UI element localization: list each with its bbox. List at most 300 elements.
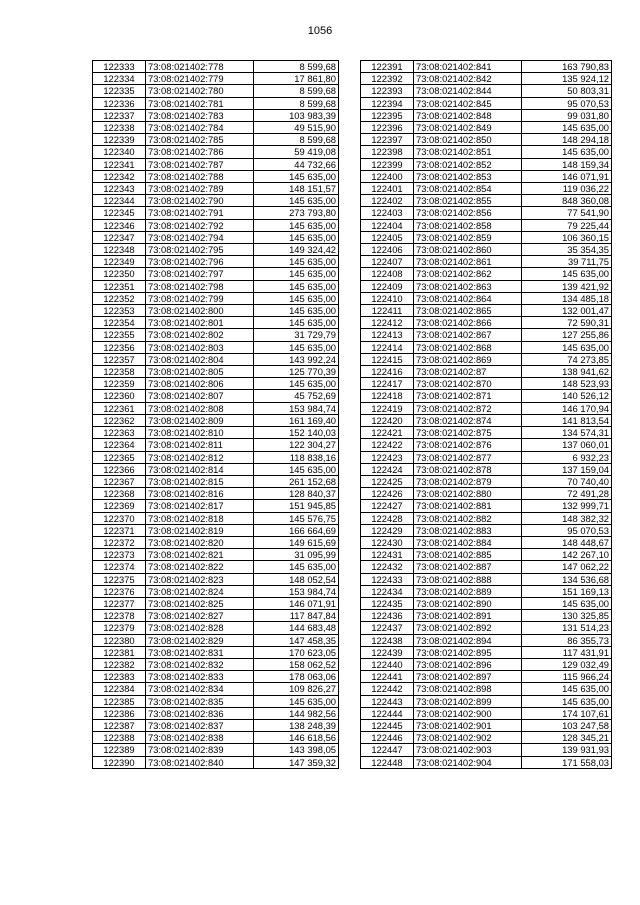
row-number-cell: 122429: [361, 524, 414, 536]
value-cell: 148 294,18: [522, 134, 612, 146]
table-row: [93, 146, 339, 158]
value-cell: 148 151,57: [254, 183, 339, 195]
cadastral-number-cell: 73:08:021402:852: [414, 158, 522, 170]
row-number-cell: 122348: [93, 244, 146, 256]
row-number-cell: 122400: [361, 170, 414, 182]
table-row: [93, 756, 339, 768]
cadastral-number-cell: 73:08:021402:87: [414, 366, 522, 378]
cadastral-number-cell: 73:08:021402:859: [414, 231, 522, 243]
cadastral-number-cell: 73:08:021402:803: [146, 341, 254, 353]
table-row: [93, 524, 339, 536]
table-row: [361, 366, 612, 378]
value-cell: 149 615,69: [254, 536, 339, 548]
row-number-cell: 122366: [93, 463, 146, 475]
cadastral-number-cell: 73:08:021402:884: [414, 536, 522, 548]
value-cell: 6 932,23: [522, 451, 612, 463]
value-cell: 151 945,85: [254, 500, 339, 512]
value-cell: 145 635,00: [254, 378, 339, 390]
value-cell: 146 170,94: [522, 402, 612, 414]
table-row: [93, 610, 339, 622]
table-row: [361, 695, 612, 707]
value-cell: 86 355,73: [522, 634, 612, 646]
cadastral-number-cell: 73:08:021402:903: [414, 744, 522, 756]
row-number-cell: 122391: [361, 61, 414, 73]
cadastral-number-cell: 73:08:021402:787: [146, 158, 254, 170]
row-number-cell: 122408: [361, 268, 414, 280]
table-row: [361, 292, 612, 304]
value-cell: 138 248,39: [254, 719, 339, 731]
table-row: [361, 268, 612, 280]
cadastral-number-cell: 73:08:021402:889: [414, 585, 522, 597]
value-cell: 145 635,00: [254, 305, 339, 317]
value-cell: 139 421,92: [522, 280, 612, 292]
table-row: [93, 195, 339, 207]
cadastral-number-cell: 73:08:021402:816: [146, 488, 254, 500]
cadastral-number-cell: 73:08:021402:822: [146, 561, 254, 573]
table-row: [361, 146, 612, 158]
value-cell: 145 635,00: [254, 341, 339, 353]
table-row: [361, 597, 612, 609]
table-row: [93, 122, 339, 134]
value-cell: 129 032,49: [522, 658, 612, 670]
cadastral-number-cell: 73:08:021402:833: [146, 671, 254, 683]
cadastral-number-cell: 73:08:021402:892: [414, 622, 522, 634]
row-number-cell: 122349: [93, 256, 146, 268]
value-cell: 35 354,35: [522, 244, 612, 256]
cadastral-number-cell: 73:08:021402:797: [146, 268, 254, 280]
value-cell: 174 107,61: [522, 707, 612, 719]
row-number-cell: 122446: [361, 732, 414, 744]
value-cell: 8 599,68: [254, 97, 339, 109]
cadastral-number-cell: 73:08:021402:891: [414, 610, 522, 622]
table-row: [93, 695, 339, 707]
cadastral-number-cell: 73:08:021402:796: [146, 256, 254, 268]
table-row: [93, 268, 339, 280]
row-number-cell: 122345: [93, 207, 146, 219]
table-row: [361, 610, 612, 622]
cadastral-number-cell: 73:08:021402:789: [146, 183, 254, 195]
value-cell: 145 576,75: [254, 512, 339, 524]
cadastral-number-cell: 73:08:021402:863: [414, 280, 522, 292]
row-number-cell: 122420: [361, 414, 414, 426]
cadastral-number-cell: 73:08:021402:901: [414, 719, 522, 731]
table-row: [93, 463, 339, 475]
value-cell: 145 635,00: [254, 195, 339, 207]
cadastral-number-cell: 73:08:021402:850: [414, 134, 522, 146]
cadastral-number-cell: 73:08:021402:867: [414, 329, 522, 341]
cadastral-number-cell: 73:08:021402:840: [146, 756, 254, 768]
row-number-cell: 122402: [361, 195, 414, 207]
cadastral-number-cell: 73:08:021402:858: [414, 219, 522, 231]
row-number-cell: 122387: [93, 719, 146, 731]
cadastral-number-cell: 73:08:021402:831: [146, 646, 254, 658]
table-row: [93, 500, 339, 512]
value-cell: 74 273,85: [522, 353, 612, 365]
value-cell: 166 664,69: [254, 524, 339, 536]
value-cell: 147 359,32: [254, 756, 339, 768]
row-number-cell: 122401: [361, 183, 414, 195]
row-number-cell: 122362: [93, 414, 146, 426]
cadastral-number-cell: 73:08:021402:834: [146, 683, 254, 695]
table-row: [361, 549, 612, 561]
row-number-cell: 122423: [361, 451, 414, 463]
row-number-cell: 122437: [361, 622, 414, 634]
row-number-cell: 122386: [93, 707, 146, 719]
cadastral-number-cell: 73:08:021402:818: [146, 512, 254, 524]
row-number-cell: 122440: [361, 658, 414, 670]
cadastral-number-cell: 73:08:021402:785: [146, 134, 254, 146]
value-cell: 59 419,08: [254, 146, 339, 158]
row-number-cell: 122406: [361, 244, 414, 256]
value-cell: 145 635,00: [522, 695, 612, 707]
table-row: [93, 512, 339, 524]
row-number-cell: 122335: [93, 85, 146, 97]
value-cell: 132 001,47: [522, 305, 612, 317]
table-row: [361, 451, 612, 463]
cadastral-number-cell: 73:08:021402:821: [146, 549, 254, 561]
table-row: [361, 439, 612, 451]
row-number-cell: 122419: [361, 402, 414, 414]
cadastral-number-cell: 73:08:021402:817: [146, 500, 254, 512]
table-row: [361, 719, 612, 731]
row-number-cell: 122395: [361, 109, 414, 121]
table-row: [93, 317, 339, 329]
table-row: [361, 561, 612, 573]
row-number-cell: 122415: [361, 353, 414, 365]
row-number-cell: 122436: [361, 610, 414, 622]
table-row: [93, 366, 339, 378]
table-row: [93, 353, 339, 365]
value-cell: 145 635,00: [522, 683, 612, 695]
value-cell: 178 063,06: [254, 671, 339, 683]
cadastral-number-cell: 73:08:021402:809: [146, 414, 254, 426]
row-number-cell: 122430: [361, 536, 414, 548]
value-cell: 128 345,21: [522, 732, 612, 744]
row-number-cell: 122424: [361, 463, 414, 475]
cadastral-number-cell: 73:08:021402:872: [414, 402, 522, 414]
table-row: [93, 158, 339, 170]
table-row: [361, 280, 612, 292]
table-row: [93, 451, 339, 463]
value-cell: 134 536,68: [522, 573, 612, 585]
cadastral-number-cell: 73:08:021402:790: [146, 195, 254, 207]
table-row: [361, 488, 612, 500]
value-cell: 273 793,80: [254, 207, 339, 219]
cadastral-number-cell: 73:08:021402:808: [146, 402, 254, 414]
value-cell: 144 683,48: [254, 622, 339, 634]
row-number-cell: 122370: [93, 512, 146, 524]
table-row: [93, 549, 339, 561]
value-cell: 31 095,99: [254, 549, 339, 561]
cadastral-number-cell: 73:08:021402:853: [414, 170, 522, 182]
value-cell: 145 635,00: [522, 597, 612, 609]
table-row: [361, 231, 612, 243]
row-number-cell: 122341: [93, 158, 146, 170]
row-number-cell: 122382: [93, 658, 146, 670]
value-cell: 132 999,71: [522, 500, 612, 512]
row-number-cell: 122384: [93, 683, 146, 695]
table-row: [361, 573, 612, 585]
table-row: [361, 244, 612, 256]
row-number-cell: 122375: [93, 573, 146, 585]
table-row: [361, 219, 612, 231]
cadastral-number-cell: 73:08:021402:804: [146, 353, 254, 365]
value-cell: 141 813,54: [522, 414, 612, 426]
cadastral-number-cell: 73:08:021402:888: [414, 573, 522, 585]
value-cell: 151 169,13: [522, 585, 612, 597]
value-cell: 149 324,42: [254, 244, 339, 256]
value-cell: 117 847,84: [254, 610, 339, 622]
cadastral-number-cell: 73:08:021402:798: [146, 280, 254, 292]
value-cell: 145 635,00: [254, 561, 339, 573]
row-number-cell: 122343: [93, 183, 146, 195]
row-number-cell: 122417: [361, 378, 414, 390]
value-cell: 103 247,58: [522, 719, 612, 731]
table-row: [361, 85, 612, 97]
cadastral-number-cell: 73:08:021402:851: [414, 146, 522, 158]
row-number-cell: 122428: [361, 512, 414, 524]
table-row: [93, 488, 339, 500]
value-cell: 148 382,32: [522, 512, 612, 524]
table-row: [361, 256, 612, 268]
row-number-cell: 122388: [93, 732, 146, 744]
page-number: 1056: [307, 25, 333, 37]
cadastral-number-cell: 73:08:021402:895: [414, 646, 522, 658]
cadastral-number-cell: 73:08:021402:778: [146, 61, 254, 73]
table-row: [93, 73, 339, 85]
value-cell: 134 485,18: [522, 292, 612, 304]
cadastral-number-cell: 73:08:021402:841: [414, 61, 522, 73]
row-number-cell: 122398: [361, 146, 414, 158]
cadastral-number-cell: 73:08:021402:825: [146, 597, 254, 609]
table-row: [93, 280, 339, 292]
row-number-cell: 122389: [93, 744, 146, 756]
table-row: [361, 195, 612, 207]
cadastral-number-cell: 73:08:021402:870: [414, 378, 522, 390]
row-number-cell: 122380: [93, 634, 146, 646]
value-cell: 31 729,79: [254, 329, 339, 341]
table-row: [93, 646, 339, 658]
cadastral-number-cell: 73:08:021402:882: [414, 512, 522, 524]
row-number-cell: 122410: [361, 292, 414, 304]
value-cell: 95 070,53: [522, 97, 612, 109]
table-row: [361, 512, 612, 524]
cadastral-number-cell: 73:08:021402:835: [146, 695, 254, 707]
value-cell: 131 514,23: [522, 622, 612, 634]
cadastral-number-cell: 73:08:021402:801: [146, 317, 254, 329]
row-number-cell: 122340: [93, 146, 146, 158]
row-number-cell: 122397: [361, 134, 414, 146]
row-number-cell: 122390: [93, 756, 146, 768]
cadastral-number-cell: 73:08:021402:871: [414, 390, 522, 402]
value-cell: 139 931,93: [522, 744, 612, 756]
cadastral-number-cell: 73:08:021402:823: [146, 573, 254, 585]
row-number-cell: 122347: [93, 231, 146, 243]
row-number-cell: 122377: [93, 597, 146, 609]
cadastral-number-cell: 73:08:021402:878: [414, 463, 522, 475]
table-row: [93, 475, 339, 487]
row-number-cell: 122376: [93, 585, 146, 597]
value-cell: 848 360,08: [522, 195, 612, 207]
value-cell: 153 984,74: [254, 402, 339, 414]
table-row: [93, 585, 339, 597]
cadastral-number-cell: 73:08:021402:794: [146, 231, 254, 243]
cadastral-number-cell: 73:08:021402:881: [414, 500, 522, 512]
value-cell: 72 491,28: [522, 488, 612, 500]
row-number-cell: 122405: [361, 231, 414, 243]
cadastral-number-cell: 73:08:021402:904: [414, 756, 522, 768]
table-row: [93, 439, 339, 451]
cadastral-number-cell: 73:08:021402:784: [146, 122, 254, 134]
table-row: [93, 732, 339, 744]
value-cell: 127 255,86: [522, 329, 612, 341]
table-row: [93, 622, 339, 634]
row-number-cell: 122353: [93, 305, 146, 317]
row-number-cell: 122369: [93, 500, 146, 512]
table-row: [361, 378, 612, 390]
cadastral-number-cell: 73:08:021402:862: [414, 268, 522, 280]
table-row: [93, 402, 339, 414]
cadastral-number-cell: 73:08:021402:902: [414, 732, 522, 744]
cadastral-number-cell: 73:08:021402:874: [414, 414, 522, 426]
table-row: [93, 207, 339, 219]
cadastral-number-cell: 73:08:021402:811: [146, 439, 254, 451]
table-row: [93, 597, 339, 609]
value-cell: 143 992,24: [254, 353, 339, 365]
value-cell: 146 071,91: [522, 170, 612, 182]
cadastral-number-cell: 73:08:021402:856: [414, 207, 522, 219]
cadastral-number-cell: 73:08:021402:876: [414, 439, 522, 451]
value-cell: 138 941,62: [522, 366, 612, 378]
row-number-cell: 122381: [93, 646, 146, 658]
cadastral-number-cell: 73:08:021402:849: [414, 122, 522, 134]
table-row: [93, 536, 339, 548]
cadastral-number-cell: 73:08:021402:855: [414, 195, 522, 207]
table-row: [361, 305, 612, 317]
cadastral-number-cell: 73:08:021402:786: [146, 146, 254, 158]
row-number-cell: 122413: [361, 329, 414, 341]
table-row: [361, 61, 612, 73]
row-number-cell: 122425: [361, 475, 414, 487]
value-cell: 39 711,75: [522, 256, 612, 268]
table-row: [93, 231, 339, 243]
cadastral-number-cell: 73:08:021402:788: [146, 170, 254, 182]
row-number-cell: 122442: [361, 683, 414, 695]
row-number-cell: 122394: [361, 97, 414, 109]
value-cell: 148 448,67: [522, 536, 612, 548]
row-number-cell: 122378: [93, 610, 146, 622]
cadastral-number-cell: 73:08:021402:838: [146, 732, 254, 744]
row-number-cell: 122357: [93, 353, 146, 365]
row-number-cell: 122422: [361, 439, 414, 451]
row-number-cell: 122399: [361, 158, 414, 170]
row-number-cell: 122418: [361, 390, 414, 402]
row-number-cell: 122351: [93, 280, 146, 292]
cadastral-number-cell: 73:08:021402:799: [146, 292, 254, 304]
table-row: [361, 756, 612, 768]
value-cell: 261 152,68: [254, 475, 339, 487]
table-row: [361, 707, 612, 719]
table-row: [93, 61, 339, 73]
table-row: [361, 158, 612, 170]
table-row: [93, 170, 339, 182]
cadastral-number-cell: 73:08:021402:792: [146, 219, 254, 231]
row-number-cell: 122363: [93, 427, 146, 439]
row-number-cell: 122421: [361, 427, 414, 439]
row-number-cell: 122372: [93, 536, 146, 548]
value-cell: 115 966,24: [522, 671, 612, 683]
value-cell: 134 574,31: [522, 427, 612, 439]
value-cell: 170 623,05: [254, 646, 339, 658]
table-row: [361, 170, 612, 182]
row-number-cell: 122431: [361, 549, 414, 561]
cadastral-number-cell: 73:08:021402:848: [414, 109, 522, 121]
row-number-cell: 122445: [361, 719, 414, 731]
cadastral-number-cell: 73:08:021402:819: [146, 524, 254, 536]
cadastral-number-cell: 73:08:021402:805: [146, 366, 254, 378]
row-number-cell: 122433: [361, 573, 414, 585]
row-number-cell: 122352: [93, 292, 146, 304]
cadastral-table-left: [92, 60, 339, 769]
value-cell: 109 826,27: [254, 683, 339, 695]
value-cell: 142 267,10: [522, 549, 612, 561]
value-cell: 135 924,12: [522, 73, 612, 85]
row-number-cell: 122432: [361, 561, 414, 573]
row-number-cell: 122379: [93, 622, 146, 634]
table-row: [361, 658, 612, 670]
value-cell: 77 541,90: [522, 207, 612, 219]
table-row: [361, 97, 612, 109]
cadastral-number-cell: 73:08:021402:898: [414, 683, 522, 695]
table-row: [361, 402, 612, 414]
value-cell: 17 861,80: [254, 73, 339, 85]
value-cell: 171 558,03: [522, 756, 612, 768]
cadastral-number-cell: 73:08:021402:791: [146, 207, 254, 219]
row-number-cell: 122448: [361, 756, 414, 768]
value-cell: 145 635,00: [522, 341, 612, 353]
cadastral-number-cell: 73:08:021402:827: [146, 610, 254, 622]
value-cell: 147 062,22: [522, 561, 612, 573]
value-cell: 137 159,04: [522, 463, 612, 475]
cadastral-number-cell: 73:08:021402:812: [146, 451, 254, 463]
value-cell: 8 599,68: [254, 61, 339, 73]
table-row: [93, 671, 339, 683]
cadastral-number-cell: 73:08:021402:896: [414, 658, 522, 670]
cadastral-number-cell: 73:08:021402:897: [414, 671, 522, 683]
row-number-cell: 122385: [93, 695, 146, 707]
value-cell: 145 635,00: [254, 317, 339, 329]
row-number-cell: 122404: [361, 219, 414, 231]
table-row: [93, 219, 339, 231]
row-number-cell: 122344: [93, 195, 146, 207]
cadastral-number-cell: 73:08:021402:900: [414, 707, 522, 719]
value-cell: 145 635,00: [522, 268, 612, 280]
cadastral-number-cell: 73:08:021402:820: [146, 536, 254, 548]
table-row: [93, 341, 339, 353]
cadastral-number-cell: 73:08:021402:842: [414, 73, 522, 85]
value-cell: 106 360,15: [522, 231, 612, 243]
cadastral-number-cell: 73:08:021402:836: [146, 707, 254, 719]
table-row: [93, 183, 339, 195]
row-number-cell: 122434: [361, 585, 414, 597]
value-cell: 161 169,40: [254, 414, 339, 426]
value-cell: 118 838,16: [254, 451, 339, 463]
row-number-cell: 122346: [93, 219, 146, 231]
cadastral-number-cell: 73:08:021402:860: [414, 244, 522, 256]
cadastral-number-cell: 73:08:021402:861: [414, 256, 522, 268]
value-cell: 147 458,35: [254, 634, 339, 646]
table-row: [93, 707, 339, 719]
